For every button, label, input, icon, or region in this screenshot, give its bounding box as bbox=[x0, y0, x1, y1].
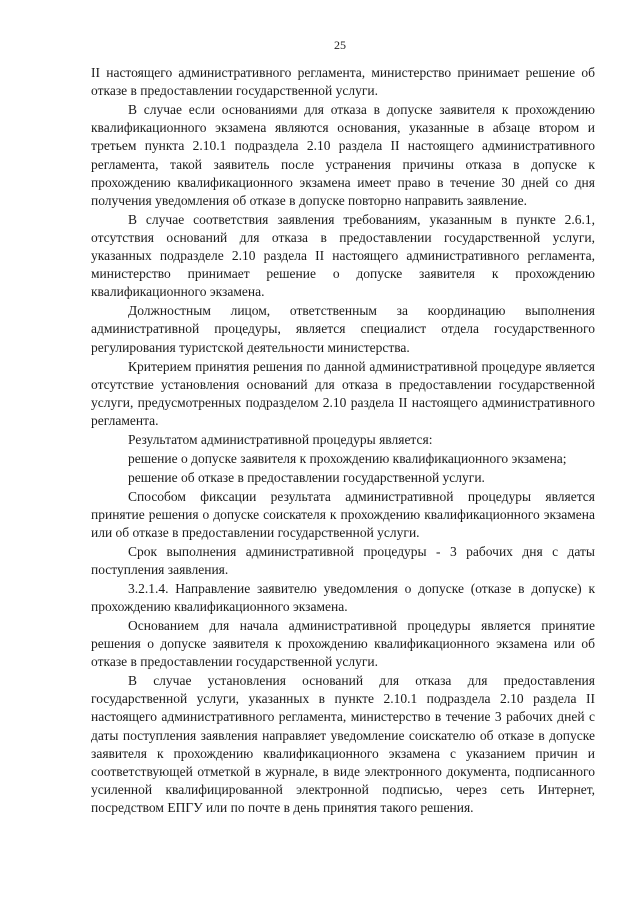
paragraph-procedure-basis: Основанием для начала административной процедуры является принятие решения о допуске заявителя к прохождению квалификационного экзамена или об отказе в предоставлении государственной услуги. bbox=[91, 617, 595, 670]
paragraph-continuation: II настоящего административного регламента, министерство принимает решение об отказе в предоставлении государственной услуги. bbox=[91, 65, 595, 99]
paragraph-result-fixation: Способом фиксации результата административной процедуры является принятие решения о допуске соискателя к прохождению квалификационного экзамена или об отказе в предоставлении государственной услуги. bbox=[91, 488, 595, 540]
paragraph-result-refusal: решение об отказе в предоставлении государственной услуги. bbox=[128, 469, 485, 485]
paragraph-refusal-resubmission: В случае если основаниями для отказа в допуске заявителя к прохождению квалификационного экзамена являются основания, указанные в абзаце втором и третьем пункта 2.10.1 подраздела 2.10 раздела II настоящего административного регламента, такой заявитель после устранения причины отказа в допуске к прохождению квалификационного экзамена имеет право в течение 30 дней со дня получения уведомления об отказе в допуске повторно направить заявление. bbox=[91, 102, 595, 208]
paragraph-section-3-2-1-4: 3.2.1.4. Направление заявителю уведомления о допуске (отказе в допуске) к прохождению квалификационного экзамена. bbox=[91, 580, 595, 615]
document-body bbox=[91, 64, 595, 818]
page-number: 25 bbox=[334, 38, 346, 52]
paragraph-refusal-notification: В случае установления оснований для отказа для предоставления государственной услуги, указанных в пункте 2.10.1 подраздела 2.10 раздела II настоящего административного регламента, министерство в течение 3 рабочих дней с даты поступления заявления направляет уведомление соискателю об отказе в допуске заявителя к прохождению квалификационного экзамена с указанием причин и соответствующей отметкой в журнале, в виде электронного документа, подписанного усиленной квалифицированной электронной подписью, через сеть Интернет, посредством ЕПГУ или по почте в день принятия такого решения. bbox=[91, 673, 595, 816]
paragraph-admission-decision: В случае соответствия заявления требованиям, указанным в пункте 2.6.1, отсутствия оснований для отказа в предоставлении государственной услуги, указанных подразделе 2.10 раздела II настоящего административного регламента, министерство принимает решение о допуске заявителя к прохождению квалификационного экзамена. bbox=[91, 211, 595, 300]
paragraph-decision-criterion: Критерием принятия решения по данной административной процедуре является отсутствие установления оснований для отказа в предоставлении государственной услуги, предусмотренных подразделом 2.10 раздела II настоящего административного регламента. bbox=[91, 358, 595, 428]
paragraph-result-intro: Результатом административной процедуры является: bbox=[128, 431, 433, 447]
paragraph-procedure-term: Срок выполнения административной процедуры - 3 рабочих дня с даты поступления заявления. bbox=[91, 543, 595, 577]
paragraph-responsible-official: Должностным лицом, ответственным за координацию выполнения административной процедуры, является специалист отдела государственного регулирования туристской деятельности министерства. bbox=[91, 303, 595, 355]
paragraph-result-admission: решение о допуске заявителя к прохождению квалификационного экзамена; bbox=[128, 450, 567, 466]
